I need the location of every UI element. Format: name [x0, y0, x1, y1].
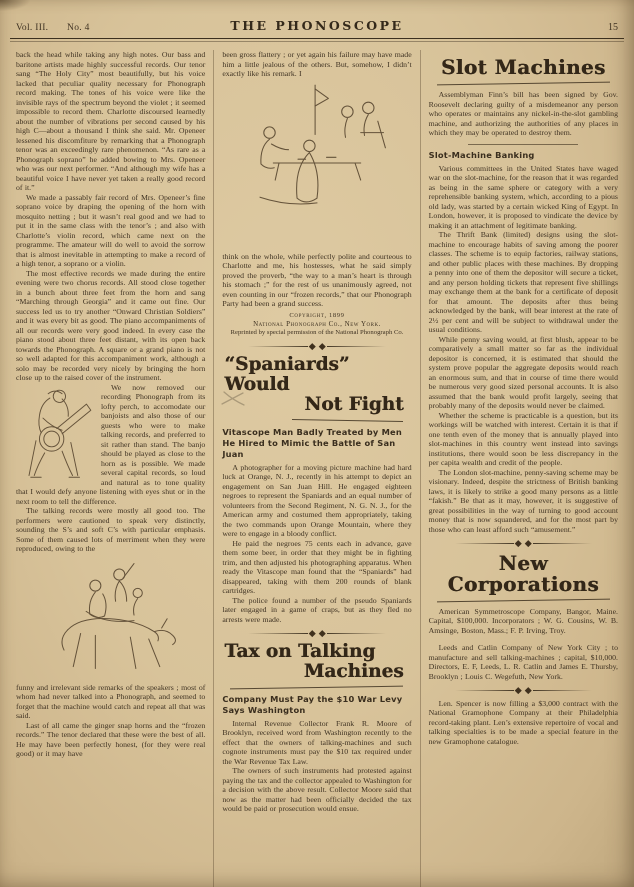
column-middle [213, 50, 419, 887]
group-on-donkey-illustration [37, 558, 185, 674]
banjo-player-illustration [16, 385, 96, 479]
article-subhead: Slot-Machine Banking [428, 149, 535, 160]
column-right [420, 50, 626, 887]
article-headline [222, 642, 411, 682]
article-subhead: Vitascope Man Badly Treated by Men He Hired to Mimic the Battle of San Juan [222, 426, 402, 459]
issue-text: No. 4 [67, 23, 90, 33]
masthead [0, 0, 634, 33]
article-headline [222, 355, 411, 415]
sub-rule [468, 144, 578, 145]
paragraph: Last of all came the ginger snap horns and the “frozen records.” The tenor declared that these were the best of all. He may have been perfectly honest, (for they were real good) or it may have [16, 720, 206, 758]
paragraph: The talking records were mostly all good too. The performers were cautioned to speak very distinctly, sounding the S’s and soft C’s with particular emphasis. Some of them caused lots of merriment when they were reproduced, owing to the [16, 506, 206, 553]
article-tax [222, 642, 411, 814]
paragraph-gap [429, 635, 618, 643]
copyright-block [222, 312, 411, 338]
publication-title: THE PHONOSCOPE [230, 18, 404, 33]
paragraph-text: We now removed our recording Phonograph from its lofty perch, to accomodate our banjoists and also those of our guests who were to make talking records, and preferred to sit rather than stand. The banjo should be played as close to the horn as is possible. We made several capital records, so loud and natural as to tone quality that I would defy anyone listening with eyes shut or in the next room to tell the difference. [16, 382, 206, 506]
scan-smudge [0, 0, 30, 11]
paragraph: funny and irrelevant side remarks of the speakers ; most of whom had never talked into a Phonograph, and seemed to forget that the machine would catch and repeat all that was said. [16, 682, 206, 720]
paragraph: Assemblyman Finn’s bill has been signed by Gov. Roosevelt declaring guilty of a misdemeanor any person who operates or maintains any nickel-in-the-slot gambling machine, and authorizing the authorities of any places in which they may be operated to destroy them. [428, 90, 618, 137]
headline-flourish [292, 415, 403, 422]
publisher-line: National Phonograph Co., New York. [253, 320, 381, 328]
article-slot-machines [429, 57, 618, 534]
paragraph: The police found a number of the pseudo Spaniards later engaged in a game of craps, but as they fled no arrests were made. [222, 595, 412, 624]
page-number: 15 [608, 22, 618, 33]
column-left [8, 50, 213, 887]
paragraph: Whether the scheme is practicable is a question, but its workings will be watched with interest. Certain it is that if one tenth even of the money that is annually played into slot-machines in this country went instead into savings institutions, there would soon be less discrepancy in the per capita wealth and credit of the people. [428, 410, 618, 467]
article-subhead: Company Must Pay the $10 War Levy Says Washington [222, 693, 403, 715]
paragraph: American Symmetroscope Company, Bangor, Maine. Capital, $100,000. Incorporators ; W. G. Cousins, W. B. Amsinge, Boston, Mass.; F. P. Irving, Troy. [428, 606, 618, 635]
section-divider [455, 688, 592, 693]
paragraph: The London slot-machine, penny-saving scheme may be visionary. Indeed, despite the strictness of British banking laws, it is likely to strike a good many persons as a little “fakish.” Be that as it may, however, it is suggestive of great possibilities in the way of turning to good account money that is now squandered, and for the most part by those who can least afford such “amusement.” [428, 467, 618, 534]
spencer-note: Len. Spencer is now filling a $3,000 contract with the National Gramophone Company at their Philadelphia record-taking plant. Len’s extensive repertoire of vocal and talking specialties is to be made a special feature in the new Gramophone catalogue. [428, 698, 618, 746]
paragraph: A photographer for a moving picture machine had hard luck at Orange, N. J., recently in his attempt to depict an engagement on San Juan Hill. He engaged eighteen negroes to represent the Spaniards and an equal number of volunteers from the Second Regiment, N. G. N. J., for the American army and costumed them appropriately, taking the two commands upon Orange Mountain, where they were to engage in a bloody conflict. [222, 462, 412, 538]
paragraph: The Thrift Bank (limited) designs using the slot-machine to encourage habits of saving among the poorer classes. The scheme is to equip factories, railway stations, and other public places with these machines. By dropping a penny into one of them the depositor will secure a ticket, and any person holding tickets that represent five shillings may exchange them at the bank for a certificate of deposit for that amount. The deposits after thus being acknowledged by the bank, will bear interest at the rate of 2½ per cent and will be subject to withdrawal under the usual conditions. [428, 230, 618, 334]
paragraph: Leeds and Catlin Company of New York City ; to manufacture and sell talking-machines ; capital, $10,000. Directors, E. F, Leeds, L. R. Catlin and James E. Thursby, Brooklyn ; Louis C. Wegefuth, New York. [428, 643, 618, 681]
article-headline: New Corporations [447, 550, 600, 596]
headline-line1: “Spaniards” Would [224, 353, 350, 395]
section-divider [455, 541, 592, 546]
headline-line1: Tax on Talking [224, 640, 376, 662]
permission-line: Reprinted by special permission of the National Phonograph Co. [230, 328, 404, 336]
paragraph: been gross flattery ; or yet again his failure may have made him a little jealous of the others. But, somehow, I didn’t exactly like his remark. I [222, 50, 412, 78]
paragraph: While penny saving would, at first blush, appear to be comparatively a small matter so far as the individual depositor is concerned, it is estimated that should the system prove popular the aggregate deposits would reach an enormous sum, and that in course of time there would be numerous very good sized personal accounts. It is also assumed that the bank would profit largely, seeing that probably many of the deposits would never be claimed. [428, 334, 618, 410]
article-spaniards [222, 355, 411, 625]
paragraph: Internal Revenue Collector Frank R. Moore of Brooklyn, received word from Washington recently to the effect that the owners of talking-machines and such cognote instruments must pay the $10 tax required under the War Revenue Tax Law. [222, 718, 412, 766]
masthead-rule [10, 38, 624, 44]
pencil-mark [220, 389, 246, 409]
headline-flourish [230, 681, 403, 689]
paragraph: back the head while taking any high notes. Our bass and baritone artists made highly successful records. Our tenor sang “The Holy City” most beautifully, but his voice lacked that peculiar quality necessary for Phonograph record making. The tones of his voice were like the invisible rays of the spectrum beyond the violet ; it seemed impossible to record them. Charlotte discoursed learnedly about the number of vibrations per second caused by his high C—about a thousand I think she said. Mr. Openeer lessened his discomfiture by remarking that a Phonograph tenor was an exceedingly rare phenomenon. “As rare as a Phonograph soprano” he added bowing to Mrs. Openeer who was our next performer. “And although my wife has a beautiful voice I have never yet taken a really good record of it.” [16, 50, 206, 192]
donkey-illustration-wrap [16, 558, 205, 679]
paragraph: He paid the negroes 75 cents each in advance, gave them some beer, in order that they might be in fighting trim, and then adjusted his photographing apparatus. When ready the Vitascope man found that the “Spaniards” had disappeared, taking with them 200 rounds of blank cartridges. [222, 538, 412, 595]
headline-line2: Machines [303, 660, 404, 682]
article-headline: Slot Machines [440, 55, 606, 79]
volume-issue [16, 23, 166, 33]
paragraph-with-illustration [16, 383, 205, 507]
section-divider [248, 631, 385, 636]
party-illustration-wrap [222, 83, 411, 248]
copyright-line: Copyright, 1899 [289, 311, 345, 319]
paragraph: We made a passably fair record of Mrs. Openeer’s fine soprano voice by draping the opening of the horn with mosquito netting ; but it wasn’t real good and we had to put it in the same class with the tenor’s ; and also with Charlotte’s violin record, which came next on the programme. The amateur will do well to avoid the sorrow that is almost inevitable in attempting to make a record of a high tenor, a soprano or a violin. [16, 192, 206, 268]
volume-text: Vol. III. [16, 23, 49, 33]
paragraph: The most effective records we made during the entire evening were two chorus records. All stood close together in a bunch about three feet from the horn and sang “Marching through Georgia” and it came out fine. Our success led us to try another “Onward Christian Soldiers” and it was every bit as good. The piano accompaniments of all our records were very good indeed. In every case the piano stood about three feet distant, with its open back towards the Phonograph. A square or a grand piano is not so well adapted for this accompaniment work, although a solo may be recorded very nicely by bringing the horn close up to the raised cover of the instrument. [16, 268, 206, 382]
headline-line2: Not Fight [304, 393, 404, 415]
article-new-corporations [428, 550, 618, 682]
page-columns [0, 44, 634, 887]
section-divider [248, 344, 385, 349]
paragraph: think on the whole, while perfectly polite and courteous to Charlotte and me, his hostesses, what he said simply proved the proverb, “the way to a man’s heart is through his stomach ;” for the rest of us unanimously agreed, not even counting in our “frozen records,” that our Phonograph Party had been a grand success. [222, 251, 412, 308]
paragraph: Various committees in the United States have waged war on the slot-machine, for the reason that it was regarded as being in the same sphere or category with a very reprehensible banking system, which, according to a pious old lady, was started by a certain wicked King of Egypt. In London, however, it is proposed to vindicate the device by making it an attachment of legitimate banking. [428, 163, 618, 230]
phonograph-party-illustration [241, 83, 393, 243]
paragraph: The owners of such instruments had protested against paying the tax and the collector appealed to Washington for a decision with the above result. Collector Moore said that now as the matter had been officially decided the tax would be paid or prosecution would ensue. [222, 766, 412, 813]
